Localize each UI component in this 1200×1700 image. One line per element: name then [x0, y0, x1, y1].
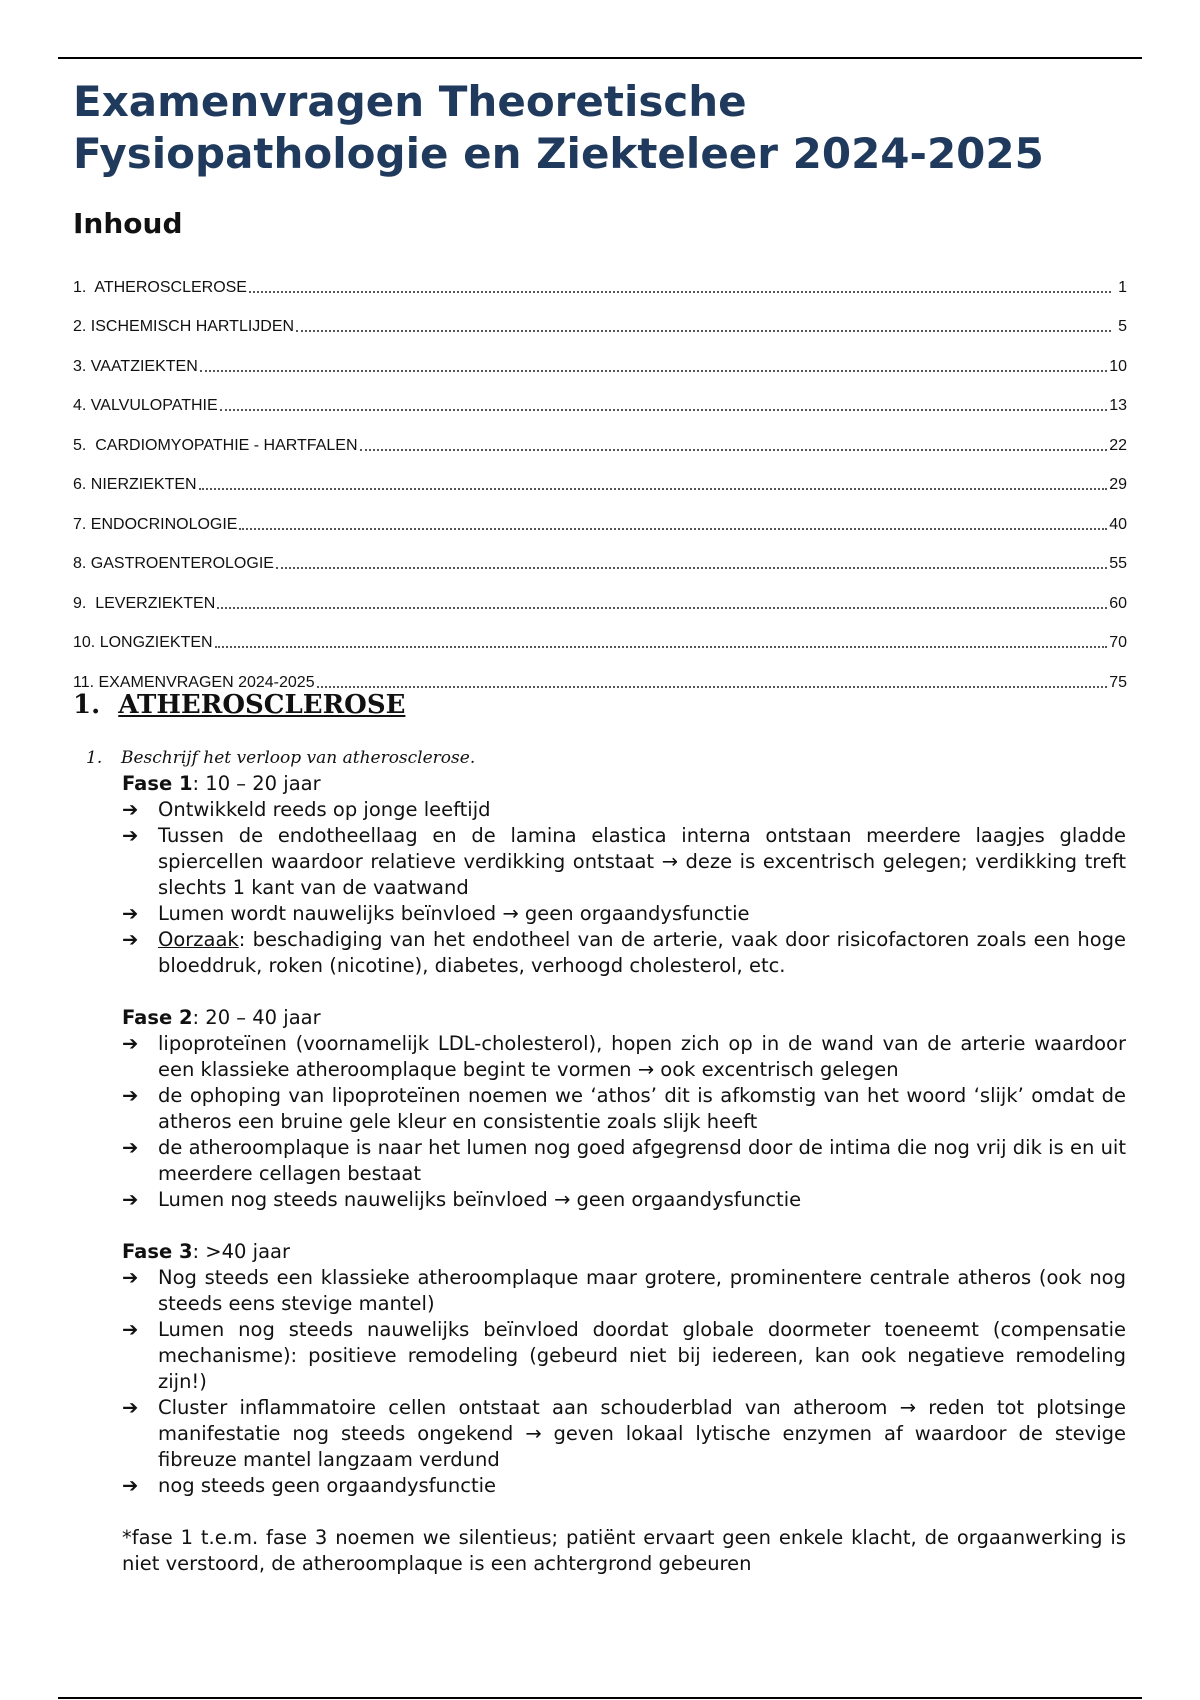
silent-phase-note: *fase 1 t.e.m. fase 3 noemen we silentieus; patiënt ervaart geen enkele klacht, de orgaanwerking is niet verstoord, de atheroomplaque is een achtergrond gebeuren — [122, 1526, 1126, 1575]
phase-3-heading — [122, 1239, 1126, 1265]
toc-label: 4. VALVULOPATHIE — [73, 397, 218, 414]
table-of-contents — [73, 257, 1127, 692]
list-item — [122, 1187, 1126, 1213]
toc-label: 1. ATHEROSCLEROSE — [73, 278, 247, 296]
bullet-text: nog steeds geen orgaandysfunctie — [158, 1474, 497, 1497]
toc-entry-leverziekten[interactable] — [73, 573, 1127, 613]
phase-2-heading — [122, 1005, 1126, 1031]
toc-leader — [360, 449, 1108, 451]
bullet-text: de atheroomplaque is naar het lumen nog goed afgegrensd door de intima die nog vrij dik is en uit meerdere cellagen bestaat — [158, 1136, 1126, 1185]
bullet-text: Cluster inflammatoire cellen ontstaat aan schouderblad van atheroom → reden tot plotsinge manifestatie nog steeds ongekend → geven lokaal lytische enzymen af waardoor de stevige fibreuze mantel langzaam verdund — [158, 1396, 1126, 1471]
phase-label: Fase 1 — [122, 772, 193, 795]
list-item — [122, 1395, 1126, 1473]
toc-label: 5. CARDIOMYOPATHIE - HARTFALEN — [73, 436, 358, 454]
answer-body — [122, 771, 1126, 1577]
toc-leader — [296, 330, 1111, 332]
phase-2-bullets — [122, 1031, 1126, 1213]
toc-page: 13 — [1109, 397, 1127, 414]
arrow-right-icon: ➔ — [122, 1266, 139, 1289]
question-text: Beschrijf het verloop van atherosclerose. — [121, 748, 476, 768]
toc-heading: Inhoud — [73, 207, 183, 240]
arrow-right-icon: ➔ — [122, 824, 139, 847]
toc-entry-valvulopathie[interactable] — [73, 376, 1127, 416]
bottom-rule — [58, 1697, 1142, 1699]
question-number: 1. — [86, 748, 103, 768]
document-title — [73, 76, 1153, 180]
toc-page: 60 — [1109, 594, 1127, 612]
section-heading — [73, 688, 405, 722]
toc-label: 7. ENDOCRINOLOGIE — [73, 515, 238, 533]
toc-entry-ischemisch-hartlijden[interactable] — [73, 297, 1127, 337]
toc-leader — [217, 607, 1107, 609]
toc-label: 2. ISCHEMISCH HARTLIJDEN — [73, 318, 295, 335]
toc-entry-longziekten[interactable] — [73, 613, 1127, 653]
bullet-text: Nog steeds een klassieke atheroomplaque maar grotere, prominentere centrale atheros (ook nog steeds eens stevige mantel) — [158, 1266, 1126, 1315]
toc-leader — [317, 686, 1108, 688]
list-item — [122, 901, 1126, 927]
list-item — [122, 927, 1126, 979]
toc-leader — [276, 567, 1107, 569]
toc-page: 10 — [1109, 357, 1127, 375]
toc-page: 55 — [1109, 555, 1127, 572]
toc-label: 11. EXAMENVRAGEN 2024-2025 — [73, 673, 315, 691]
bullet-text: Tussen de endotheellaag en de lamina elastica interna ontstaan meerdere laagjes gladde spiercellen waardoor relatieve verdikking ontstaat → deze is excentrisch gelegen; verdikking treft slechts 1 kant van de vaatwand — [158, 824, 1126, 899]
list-item — [122, 1083, 1126, 1135]
section-number: 1. — [73, 690, 101, 720]
toc-page: 29 — [1109, 476, 1127, 493]
list-item — [122, 1265, 1126, 1317]
toc-page: 5 — [1118, 318, 1127, 335]
phase-label: Fase 2 — [122, 1006, 193, 1029]
arrow-right-icon: ➔ — [122, 1188, 139, 1211]
arrow-right-icon: ➔ — [122, 1084, 139, 1107]
toc-label: 3. VAATZIEKTEN — [73, 357, 198, 375]
list-item — [122, 797, 1126, 823]
list-item — [122, 1317, 1126, 1395]
bullet-text: Lumen nog steeds nauwelijks beïnvloed → geen orgaandysfunctie — [158, 1188, 802, 1211]
toc-page: 75 — [1109, 673, 1127, 691]
arrow-right-icon: ➔ — [122, 902, 139, 925]
phase-1-heading — [122, 771, 1126, 797]
bullet-text: Ontwikkeld reeds op jonge leeftijd — [158, 798, 491, 821]
bullet-text: de ophoping van lipoproteïnen noemen we ‘athos’ dit is afkomstig van het woord ‘slijk’ omdat de atheros een bruine gele kleur en consistentie zoals slijk heeft — [158, 1084, 1126, 1133]
bullet-text: Lumen nog steeds nauwelijks beïnvloed doordat globale doormeter toeneemt (compensatie mechanisme): positieve remodeling (gebeurd niet bij iedereen, kan ook negatieve remodeling zijn!) — [158, 1318, 1126, 1393]
title-line-1: Examenvragen Theoretische — [73, 77, 747, 126]
toc-page: 70 — [1109, 634, 1127, 651]
toc-entry-vaatziekten[interactable] — [73, 336, 1127, 376]
toc-entry-endocrinologie[interactable] — [73, 494, 1127, 534]
list-item — [122, 823, 1126, 901]
phase-range: : 10 – 20 jaar — [192, 772, 321, 795]
phase-label: Fase 3 — [122, 1240, 193, 1263]
toc-leader — [239, 528, 1107, 530]
toc-label: 8. GASTROENTEROLOGIE — [73, 555, 274, 572]
list-item — [122, 1031, 1126, 1083]
toc-leader — [215, 646, 1108, 648]
toc-entry-cardiomyopathie[interactable] — [73, 415, 1127, 455]
arrow-right-icon: ➔ — [122, 1136, 139, 1159]
phase-range: : 20 – 40 jaar — [192, 1006, 321, 1029]
question — [86, 746, 475, 770]
arrow-right-icon: ➔ — [122, 1318, 139, 1341]
arrow-right-icon: ➔ — [122, 1474, 139, 1497]
arrow-right-icon: ➔ — [122, 1396, 139, 1419]
toc-leader — [220, 409, 1108, 411]
toc-label: 9. LEVERZIEKTEN — [73, 594, 216, 612]
toc-leader — [199, 488, 1108, 490]
bullet-text: Lumen wordt nauwelijks beïnvloed → geen orgaandysfunctie — [158, 902, 750, 925]
toc-label: 6. NIERZIEKTEN — [73, 476, 197, 493]
phase-1-bullets — [122, 797, 1126, 979]
toc-entry-nierziekten[interactable] — [73, 455, 1127, 495]
arrow-right-icon: ➔ — [122, 1032, 139, 1055]
toc-leader — [249, 291, 1111, 293]
arrow-right-icon: ➔ — [122, 798, 139, 821]
toc-entry-examenvragen[interactable] — [73, 652, 1127, 692]
top-rule — [58, 57, 1142, 59]
section-title: ATHEROSCLEROSE — [118, 690, 406, 720]
list-item — [122, 1135, 1126, 1187]
toc-page: 1 — [1118, 278, 1127, 296]
cause-text: : beschadiging van het endotheel van de arterie, vaak door risicofactoren zoals een hoge bloeddruk, roken (nicotine), diabetes, verhoogd cholesterol, etc. — [158, 928, 1126, 977]
toc-leader — [200, 370, 1107, 372]
bullet-text: lipoproteïnen (voornamelijk LDL-cholesterol), hopen zich op in de wand van de arterie waardoor een klassieke atheroomplaque begint te vormen → ook excentrisch gelegen — [158, 1032, 1126, 1081]
toc-page: 22 — [1109, 436, 1127, 454]
cause-label: Oorzaak — [158, 928, 239, 951]
toc-entry-gastroenterologie[interactable] — [73, 534, 1127, 574]
toc-entry-atherosclerose[interactable] — [73, 257, 1127, 297]
title-line-2: Fysiopathologie en Ziekteleer 2024-2025 — [73, 129, 1044, 178]
arrow-right-icon: ➔ — [122, 928, 139, 951]
phase-range: : >40 jaar — [192, 1240, 290, 1263]
toc-page: 40 — [1109, 515, 1127, 533]
phase-3-bullets — [122, 1265, 1126, 1499]
list-item — [122, 1473, 1126, 1499]
toc-label: 10. LONGZIEKTEN — [73, 634, 213, 651]
